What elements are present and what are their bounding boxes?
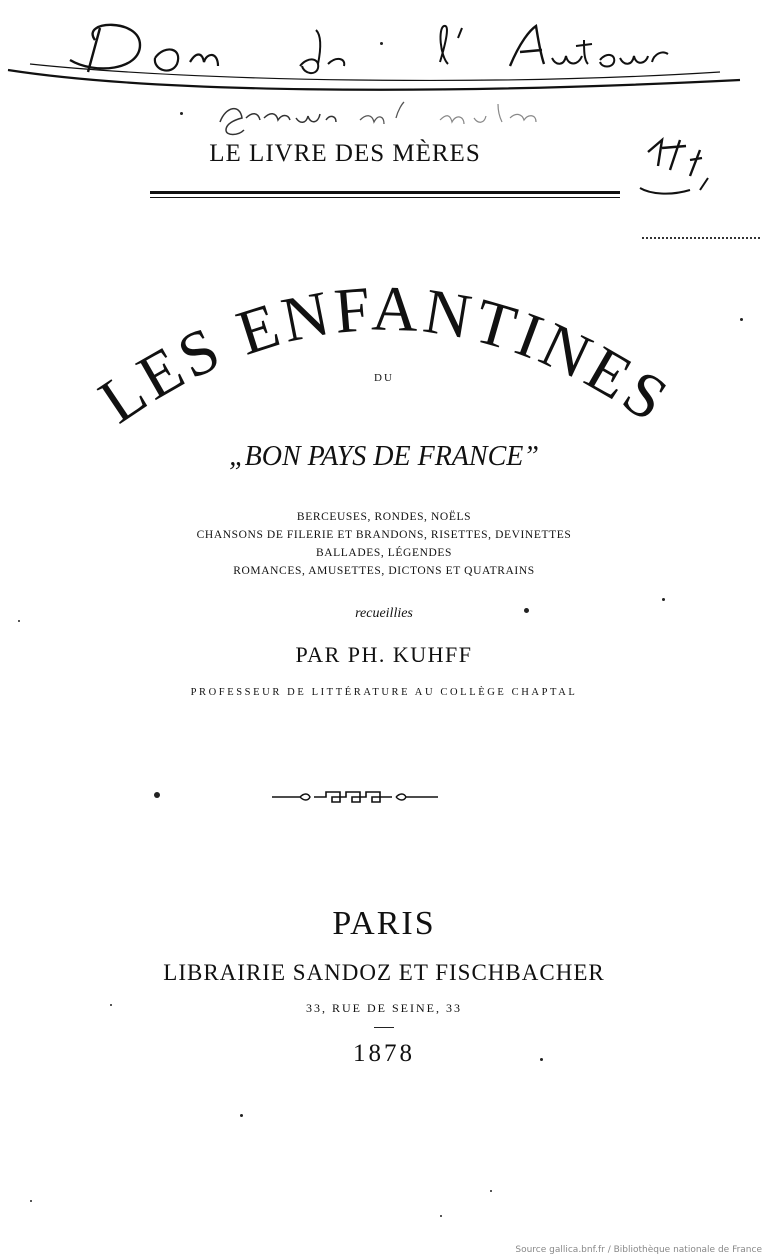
double-rule-thick bbox=[150, 191, 620, 194]
genre-line: CHANSONS DE FILERIE ET BRANDONS, RISETTES, DEVINETTES bbox=[196, 529, 572, 541]
genre-line: BALLADES, LÉGENDES bbox=[315, 547, 452, 559]
author-name: PAR PH. KUHFF bbox=[295, 642, 473, 667]
handwritten-inscription bbox=[0, 0, 768, 240]
author-title: PROFESSEUR DE LITTÉRATURE AU COLLÈGE CHAPTAL bbox=[190, 687, 578, 698]
imprint-address: 33, RUE DE SEINE, 33 bbox=[306, 1001, 462, 1015]
paper-speck bbox=[380, 42, 383, 45]
imprint-publisher: LIBRAIRIE SANDOZ ET FISCHBACHER bbox=[163, 960, 605, 985]
collected-note: recueillies bbox=[355, 606, 413, 621]
imprint-year: 1878 bbox=[353, 1040, 415, 1067]
ornament-divider bbox=[270, 786, 440, 808]
paper-speck bbox=[30, 1200, 32, 1202]
genres-list bbox=[0, 508, 768, 580]
series-title: LE LIVRE DES MÈRES bbox=[209, 140, 481, 167]
paper-speck bbox=[110, 1004, 112, 1006]
paper-speck bbox=[154, 792, 160, 798]
main-title-arc bbox=[0, 240, 768, 460]
paper-speck bbox=[240, 1114, 243, 1117]
paper-speck bbox=[440, 1215, 442, 1217]
genre-line: ROMANCES, AMUSETTES, DICTONS ET QUATRAINS bbox=[233, 565, 535, 577]
paper-speck bbox=[490, 1190, 492, 1192]
connector-word: DU bbox=[374, 372, 394, 384]
source-credit: Source gallica.bnf.fr / Bibliothèque nationale de France bbox=[515, 1245, 762, 1255]
paper-speck bbox=[662, 598, 665, 601]
subtitle: „BON PAYS DE FRANCE” bbox=[229, 441, 539, 472]
paper-speck bbox=[740, 318, 743, 321]
imprint-dash bbox=[374, 1027, 394, 1028]
svg-text:LES ENFANTINES bbox=[87, 272, 684, 436]
genre-line: BERCEUSES, RONDES, NOËLS bbox=[296, 511, 472, 523]
paper-speck bbox=[18, 620, 20, 622]
paper-speck bbox=[540, 1058, 543, 1061]
double-rule-thin bbox=[150, 197, 620, 198]
paper-speck bbox=[180, 112, 183, 115]
paper-speck bbox=[524, 608, 529, 613]
imprint-city: PARIS bbox=[332, 905, 436, 942]
main-title: LES ENFANTINES bbox=[86, 272, 684, 437]
